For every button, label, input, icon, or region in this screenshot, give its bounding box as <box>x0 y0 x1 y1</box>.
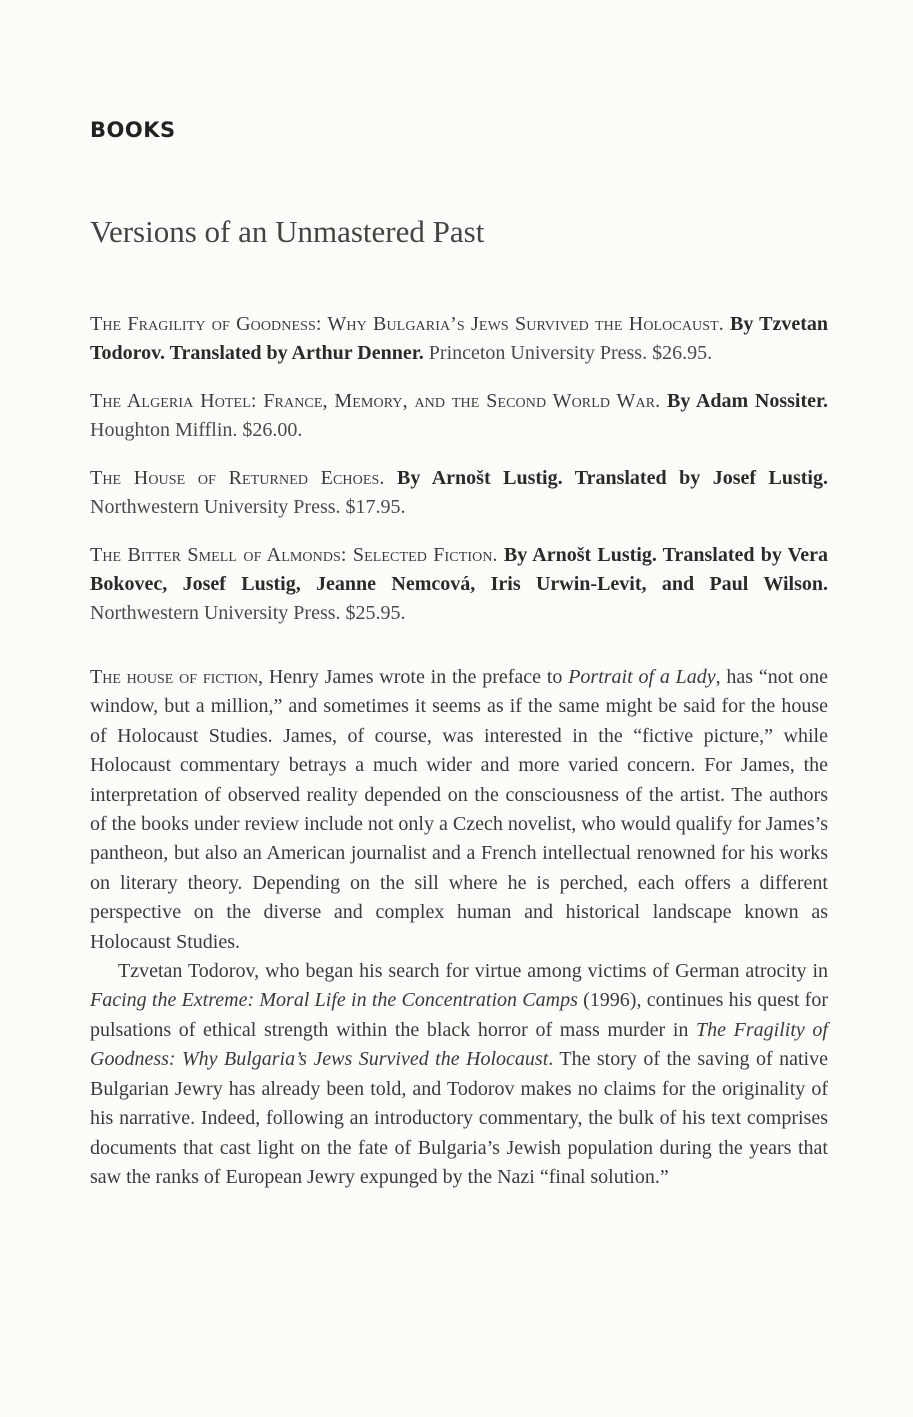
text-run: (1996), continues his quest for pulsations of ethical strength within the black horror of mass murder in <box>90 989 828 1041</box>
book-publisher: Houghton Mifflin. $26.00. <box>90 419 303 441</box>
book-byline: By Arnošt Lustig. Translated by Vera Bokovec, Josef Lustig, Jeanne Nemcová, Iris Urwin-Levit, and Paul Wilson. <box>90 544 829 595</box>
book-publisher: Princeton University Press. $26.95. <box>428 342 713 364</box>
text-run: . The story of the saving of native Bulgarian Jewry has already been told, and Todorov makes no claims for the originality of his narrative. Indeed, following an introductory commentary, the bulk of his text comprises documents that cast light on the fate of Bulgaria’s Jewish population during the years that saw the ranks of European Jewry expunged by the Nazi “final solution.” <box>90 1048 828 1188</box>
book-entry <box>90 387 828 445</box>
section-label: BOOKS <box>90 118 176 142</box>
book-byline: By Tzvetan Todorov. Translated by Arthur Denner. <box>90 313 829 364</box>
book-publisher: Northwestern University Press. $25.95. <box>90 602 406 624</box>
book-entry <box>90 310 828 368</box>
article-title: Versions of an Unmastered Past <box>90 214 485 249</box>
book-title: The Bitter Smell of Almonds: Selected Fiction. <box>90 544 498 566</box>
book-title: The Algeria Hotel: France, Memory, and the Second World War. <box>90 390 661 412</box>
book-publisher: Northwestern University Press. $17.95. <box>90 496 406 518</box>
book-byline: By Adam Nossiter. <box>667 390 829 412</box>
book-byline: By Arnošt Lustig. Translated by Josef Lustig. <box>396 467 828 489</box>
book-reference: Facing the Extreme: Moral Life in the Concentration Camps <box>90 989 578 1012</box>
book-entry <box>90 541 828 628</box>
review-body <box>90 663 828 1192</box>
reviewed-books-list <box>90 310 828 647</box>
book-reference: The Fragility of Goodness: Why Bulgaria’s Jews Survived the Holocaust <box>90 1018 828 1071</box>
book-reference: Portrait of a Lady <box>568 666 716 688</box>
body-paragraph <box>90 957 828 1192</box>
book-title: The House of Returned Echoes. <box>90 467 385 489</box>
lead-in: The house of fiction, <box>90 666 264 688</box>
text-run: Tzvetan Todorov, who began his search for virtue among victims of German atrocity in <box>118 960 828 983</box>
book-entry <box>90 464 828 522</box>
book-title: The Fragility of Goodness: Why Bulgaria’s Jews Survived the Holocaust. <box>90 313 724 335</box>
text-run: , has “not one window, but a million,” and sometimes it seems as if the same might be said for the house of Holocaust Studies. James, of course, was interested in the “fictive picture,” while Holocaust commentary betrays a much wider and more varied concern. For James, the interpretation of observed reality depended on the consciousness of the artist. The authors of the books under review include not only a Czech novelist, who would qualify for James’s pantheon, but also an American journalist and a French intellectual renowned for his works on literary theory. Depending on the sill where he is perched, each offers a different perspective on the diverse and complex human and historical landscape known as Holocaust Studies. <box>90 666 828 953</box>
text-run: Henry James wrote in the preface to <box>263 666 569 688</box>
body-paragraph <box>90 663 828 957</box>
